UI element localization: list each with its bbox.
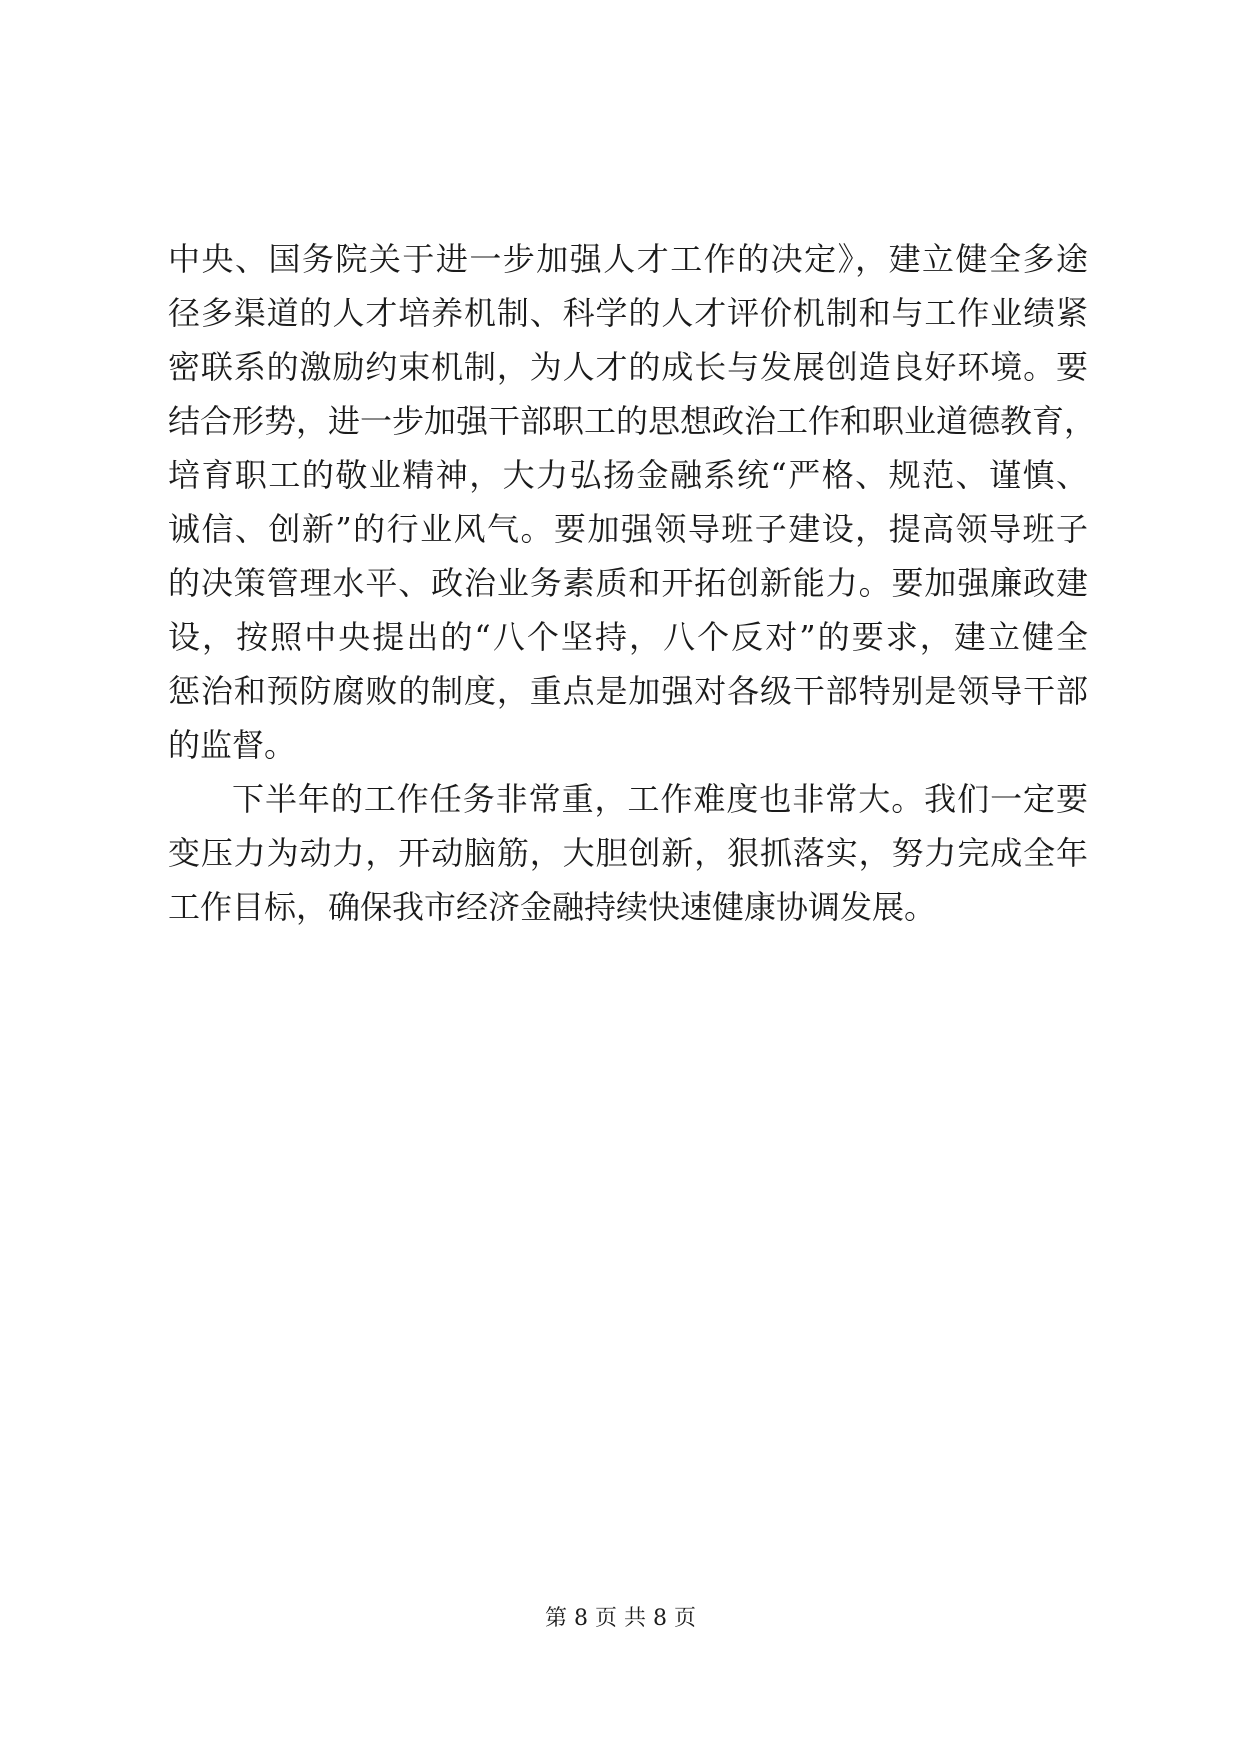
paragraph-line: 的决策管理水平、政治业务素质和开拓创新能力。要加强廉政建 (168, 564, 1088, 602)
paragraph-1 (168, 232, 1097, 772)
paragraph-line: 培育职工的敬业精神，大力弘扬金融系统“严格、规范、谨慎、 (168, 456, 1088, 494)
paragraph-line: 的监督。 (168, 726, 297, 764)
paragraph-line: 下半年的工作任务非常重，工作难度也非常大。我们一定要 (232, 780, 1088, 818)
paragraph-line: 中央、国务院关于进一步加强人才工作的决定》，建立健全多途 (168, 240, 1088, 278)
paragraph-line: 诚信、创新”的行业风气。要加强领导班子建设，提高领导班子 (168, 510, 1088, 548)
paragraph-line: 设，按照中央提出的“八个坚持，八个反对”的要求，建立健全 (168, 618, 1088, 656)
paragraph-line: 变压力为动力，开动脑筋，大胆创新，狠抓落实，努力完成全年 (168, 834, 1088, 872)
paragraph-line: 工作目标，确保我市经济金融持续快速健康协调发展。 (168, 888, 937, 926)
document-body (168, 232, 1097, 934)
paragraph-line: 惩治和预防腐败的制度，重点是加强对各级干部特别是领导干部 (168, 672, 1088, 710)
paragraph-line: 径多渠道的人才培养机制、科学的人才评价机制和与工作业绩紧 (168, 294, 1088, 332)
paragraph-line: 密联系的激励约束机制，为人才的成长与发展创造良好环境。要 (168, 348, 1088, 386)
page-number-footer: 第 8 页 共 8 页 (545, 1606, 696, 1631)
paragraph-line: 结合形势，进一步加强干部职工的思想政治工作和职业道德教育， (168, 402, 1097, 440)
paragraph-2 (168, 772, 1088, 934)
